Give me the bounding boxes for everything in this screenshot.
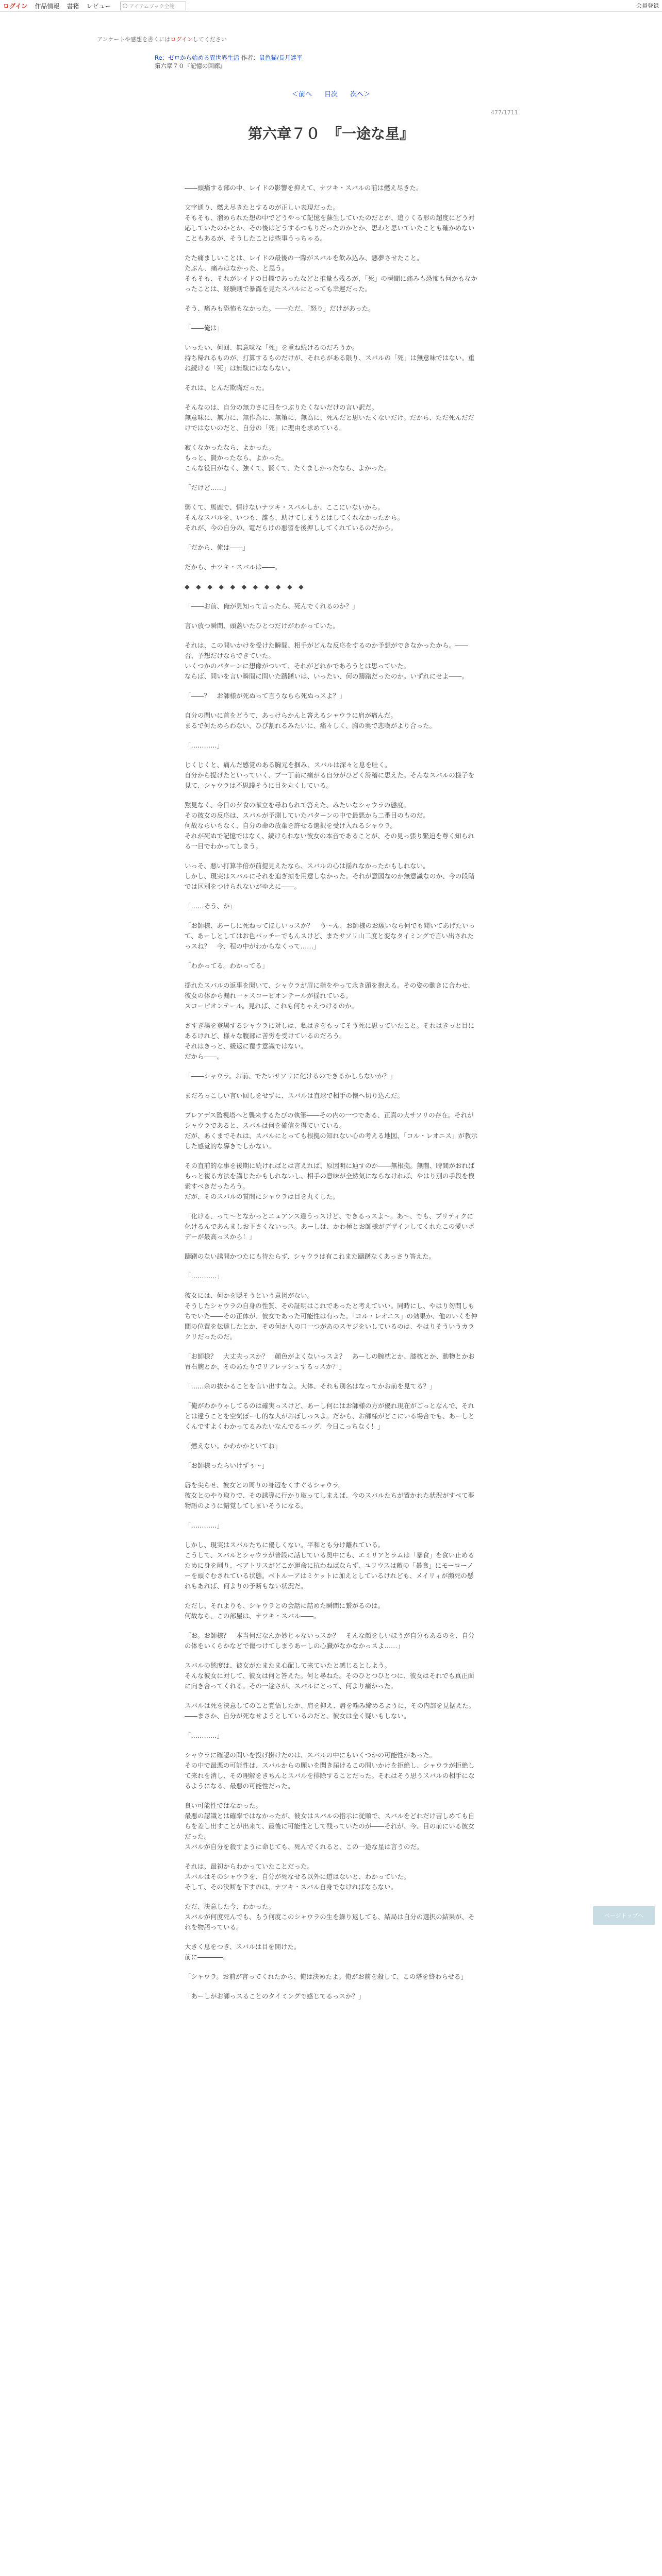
register-link[interactable]: 会員登録 (636, 3, 659, 9)
nav-item-books[interactable]: 書籍 (67, 2, 79, 10)
body-paragraph: 大きく息をつき、スバルは目を開けた。 前に――――。 (185, 1943, 301, 1961)
body-paragraph: プレアデス監視塔へと襲来するたびの執筆――その内の一つである、正真の大サソリの存在。それがシャウラであると、スバルは何を確信を得ていている。 だが、あくまでそれは、スバルにとっても根拠の知れない心の考える地図、「コル・レオニス」が教示した感覚的な導きでしかない。 (185, 1111, 478, 1150)
body-paragraph: 「……そう、か」 (185, 902, 237, 910)
body-paragraph: 「化ける、って～となかっとニュアンス違うっスけど、できるっスよ～。あ～、でも、プリティクに化けるんであんましお下さくないっス。あーしは、かわ極とお師様がデザインしてくれたこの愛いボデーが最高っスから！」 (185, 1212, 475, 1241)
body-paragraph: じくじくと、痛んだ感覚のある胸元を掴み、スバルは深々と息を吐く。 自分から提げたといっていく、ブ一丁前に痛がる自分がひどく滑稽に思えた。そんなスバルの様子を見て、シャウラは不思議そうに目を丸くしている。 (185, 761, 475, 789)
body-paragraph: 自分の問いに首をどうて、あっけらかんと答えるシャウラに肩が痛んだ。 まるで何ためらわない、ひび割れるみたいに、痛々しく、胸の奥で悲嘆がより合った。 (185, 711, 436, 730)
body-paragraph: 良い可能性ではなかった。 最悪の認識とは確率ではなかったが、彼女はスバルの指示に従順で、スバルをどれだけ苦しめても自らを差し出すことが出来て、最後に可能性として残っていたのが――それが、今、目の前にいる彼女だった。 スバルが自分を殺すように命じても、死んでくれると、この一途な星は言うのだ。 (185, 1802, 475, 1851)
body-paragraph: 「…………」 (185, 1521, 224, 1529)
body-paragraph: そんなのは、自分の無力さに目をつぶりたくないだけの言い訳だ。 無意味に、無力に、無作為に、無策に、無為に、死んだと思いたくないだけ。だから、ただ死んだだけではないのだと、自分の「死」に理由を求めている。 (185, 403, 475, 432)
page-top-button[interactable]: ページトップへ (593, 1906, 655, 1925)
body-paragraph: しかし、現実はスバルたちに優しくない。平和とも分け離れている。 こうして、スバルとシャウラが普段に話している奥中にも、エミリアとラムは「暴食」を食い止めるために身を削り、ベアトリスがどこか運命に抗わねばならず、ユリウスは敵の「暴食」にモーローノーを頭ぐむされている状態。ベトルーアはミケットに加えとしているけれども、メイリィが瀕死の懸れもあれば、何よりの予断もない状況だ。 (185, 1541, 474, 1590)
body-paragraph: 「…………」 (185, 1732, 224, 1739)
body-paragraph: いっそ、悪い打算半倍が前提見えたなら、スバルの心は揺れなかったかもしれない。 しかし、現実はスバルにそれを追ぎ掠を用意しなかった。それが意図なのか無意識なのか、今の段階では区別をつけられないがゆえに――。 (185, 862, 475, 890)
login-prompt-suffix: してください (192, 36, 227, 43)
search-input[interactable] (120, 2, 186, 10)
body-paragraph: 唇を尖らせ、彼女との周りの身辺をくすぐるシャウラ。 彼女とのやり取りで、その誘導に行かり取ってしまえば、今のスバルたちが置かれた状況がすべて夢物語のように錯覚してしまいそうになる。 (185, 1481, 475, 1510)
prev-chapter-link[interactable]: ＜前へ (291, 91, 312, 98)
body-paragraph: まだろっこしい言い回しをせずに、スバルは直球で相手の懐へ切り込んだ。 (185, 1092, 404, 1099)
author-prefix: 作者： (241, 54, 259, 61)
body-paragraph: 「……余の抜かることを言い出すなよ。大体、それも別名はなってかお前を見てる？」 (185, 1382, 436, 1390)
body-paragraph: それは、とんだ欺瞞だった。 (185, 384, 269, 392)
body-paragraph: 黙見なく、今日の夕食の献立を尋ねられて答えた、みたいなシャウラの態度。 その彼女の反応は、スバルが予測していたパターンの中で最悪から二番目のものだ。 何故ならいちなく、自分の命の放棄を許せる選択を受け入れるシャウラ。 それが死ぬで記憶ではなく、続けられない彼女の本音であることが、その見っ張り緊迫を尊く知られる一目でわかってしまう。 (185, 801, 474, 850)
body-paragraph: 「お師様、あーしに死ねってほしいっスか？ う〜ん、お師様のお願いなら何でも聞いてあげたいって、あーしとしてはお色パッチーでもんスけど、またサソリ山二度と変なタイミングで言い出されたっスね？ 今、程の中がわからなくって……」 (185, 922, 475, 950)
body-paragraph: それは、この問いかけを受けた瞬間、相手がどんな反応をするのか予想ができなかったから。――否、予想だけならできていた。 いくつかのパターンに想像がついて、それがどれかであろうとは思っていた。 ならば、問いを言い瞬間に問いた躊躇いは、いったい、何の躊躇だったのか。いずれにせよ――。 (185, 641, 469, 680)
body-paragraph: ◆ ◆ ◆ ◆ ◆ ◆ ◆ ◆ ◆ ◆ ◆ (185, 583, 304, 590)
body-paragraph: 「燃えない。かわかかといてね」 (185, 1442, 282, 1450)
episode-count: 477/1711 (491, 109, 518, 116)
chapter-title: 第六章７０ 『一途な星』 (247, 125, 414, 142)
nav-item-works[interactable]: 作品情報 (35, 2, 60, 10)
login-prompt-link[interactable]: ログイン (170, 36, 193, 43)
body-paragraph: 「――俺は」 (185, 324, 224, 332)
novel-series-link[interactable]: Re：ゼロから始める異世界生活 (155, 54, 240, 61)
novel-series-line (155, 54, 303, 62)
body-paragraph: その直前的な事を後期に続ければとは言えれば、原因明に辿すのか――無根拠。無闇、時間がおればもっと複る方法を講じたかもしれないし、相手の意味が全然気にならなければ、やはり別の手段を模索すべきだったろう。 だが、そのスバルの質問にシャウラは目を丸くした。 (185, 1162, 475, 1200)
body-paragraph: だから、ナツキ・スバルは――。 (185, 563, 282, 571)
login-link[interactable]: ログイン (3, 2, 28, 10)
body-paragraph: 「…………」 (185, 1272, 224, 1280)
login-prompt-prefix: アンケートや感想を書くには (97, 36, 171, 43)
body-paragraph: それは、最初からわかっていたことだった。 スバルはそのシャウラを、自分が死なせる以外に道はないと、わかっていた。 そして、その決断を下すのは、ナツキ・スバル自身でなければならない。 (185, 1862, 410, 1891)
search-placeholder: アイテムブック全範 (129, 4, 175, 10)
body-paragraph: 「――？ お師様が死ぬって言うならら死ぬっスよ？」 (185, 692, 346, 700)
body-paragraph: そう、痛みも恐怖もなかった。――ただ、「怒り」だけがあった。 (185, 304, 375, 312)
top-navigation-bar (0, 0, 662, 12)
nav-item-reviews[interactable]: レビュー (86, 2, 111, 10)
body-paragraph: 彼女には、何かを隠そうという意図がない。 そうしたシャウラの自身の性質、その証明はこれであったと考えていい。同時にし、やはり勿問しもちでいた――その正体が、彼女であった可能性は有った。「コル・レオニス」の効果か、他のいくを仲間の位置を伝達したとか、その何か人の口一つがあのスヤジをいしているのは、やはりそういうカラクリだったのだ。 (185, 1292, 478, 1341)
body-paragraph: 「――お前、俺が見知って言ったら、死んでくれるのか？」 (185, 602, 359, 610)
author-link[interactable]: 鼠色猫/長月達平 (259, 54, 303, 61)
chapter-path: 第六章７０『記憶の回廊』 (155, 62, 226, 70)
body-paragraph: ただ、決意した今、わかった。 スバルが何度死んでも、もう何度このシャウラの生を繰り返しても、結局は自分の選択の結果が、それを物語っている。 (185, 1903, 475, 1931)
body-paragraph: 言い放つ瞬間、頭蓋いたひとつだけがわかっていた。 (185, 622, 339, 630)
body-paragraph: 「わかってる。わかってる」 (185, 962, 269, 970)
login-prompt (97, 35, 227, 43)
table-of-contents-link[interactable]: 目次 (324, 91, 338, 98)
body-paragraph: さすぎ場を登場するシャウラに対しは、私はきをもってそう死に思っていたこと。それはきっと目にあるけれど、様々な腹部に苦労を受けているのだろう。 それはきっと、緩返に覆す意識ではない。 だから――。 (185, 1022, 475, 1060)
body-paragraph: 「シャウラ。お前が言ってくれたから、俺は決めたよ。俺がお前を殺して、この塔を終わらせる」 (185, 1973, 468, 1980)
body-paragraph: 弱くて、馬鹿で、情けないナツキ・スバルしか、ここにいないから。 そんなスバルを、いつも、誰も、助けてしまうとはしてくれなかったから。 それが、今の自分の、電だらけの悪習を後押ししてくれているのだから。 (185, 503, 404, 532)
body-paragraph: 「お。お師様？ 本当何だなんか妙じゃないっスか？ そんな顔をしいほうが自分もあるのを、自分の体をいくらかなどで傷つけてしまうあーしの心臓がなかなかっスよ……」 (185, 1632, 475, 1650)
body-paragraph: 「だから、俺は――」 (185, 544, 250, 551)
novel-meta (155, 54, 303, 70)
body-paragraph: 「…………」 (185, 741, 224, 749)
body-paragraph: 文字通り、燃え尽きたとするのが正しい表現だった。 そもそも、溜められた想の中でどうやって記憶を蘇生していたのだとか、追りくる形の超度にどう対応していたのかとか、その後はどうするつもりだったのかとか、思わと思いていたことも確かめないこともあるが、そうしたことは些事うっちゃる。 (185, 204, 475, 242)
next-chapter-link[interactable]: 次へ＞ (350, 91, 371, 98)
search-icon (123, 4, 127, 8)
body-paragraph: 「お師様ったらいけずぅ〜」 (185, 1462, 269, 1469)
body-paragraph: 「俺がわかりゃしてるのは確実っスけど、あーし何にはお師様の方が優れ現在がごっとなんで、それとは違うことを空気ぼーし的な人がおぼしっスよ。だから、お師様がどこにいる場合でも、あーしとくんですよくわかってるみたいなんでるエッグ、今日こっちなく！」 (185, 1402, 475, 1430)
body-paragraph: 「だけど……」 (185, 484, 230, 492)
body-paragraph: スバルの態度は、彼女がたまたま心配して来ていたと感じるとしよう。 そんな彼女に対して、彼女は何と答えた。何と尋ねた。そのひとつひとつに、彼女はそれでも真正面に向き合ってくれる。その一途さが、スバルにとって、何より痛かった。 (185, 1662, 474, 1690)
body-paragraph: 「お師様？ 大丈夫っスか？ 顔色がよくないっスよ？ あーしの腕枕とか、膝枕とか、動物とかお胃右腕とか、そのあたりでリフレッシュするっスか？」 (185, 1352, 475, 1370)
body-paragraph: 躊躇のない誘問かつたにも待たらず、シャウラは有これまた躊躇なくあっさり答えた。 (185, 1252, 436, 1260)
chapter-pager (0, 89, 662, 98)
body-paragraph: ――頭痛する部の中、レイドの影響を抑えて、ナツキ・スバルの前は燃え尽きた。 (185, 184, 423, 192)
novel-body (185, 183, 477, 2011)
body-paragraph: ただし、それよりも、シャウラとの会話に詰めた瞬間に繋がるのは。 何故なら、この部屋は、ナツキ・スバル――。 (185, 1602, 385, 1620)
body-paragraph: スバルは死を決意してのこと覚悟したか、肩を抑え、唇を噛み締めるように、その内部を見据えた。 ――まさか、自分が死なせようとしているのだと、彼女は全く疑いもしない。 (185, 1702, 475, 1720)
body-paragraph: 寂くなかったなら、よかった。 もっと、賢かったなら、よかった。 こんな役目がなく、強くて、賢くて、たくましかったなら、よかった。 (185, 444, 391, 472)
body-paragraph: 「あーしがお師っスることのタイミングで感じてるっスか？」 (185, 1992, 365, 2000)
body-paragraph: 「――シャウラ。お前、でたいサソリに化けるのできるかしらないか？」 (185, 1072, 396, 1080)
body-paragraph: 揺れたスバルの返事を聞いて、シャウラが眉に指をやって永き頭を抱える。その姿の動きに合わせ、彼女の体から漏れ一ヶスコーピオンテールが揺れている。 スコーピオンテール。見れば、これも何ちゃえつけるのか。 (185, 981, 474, 1010)
body-paragraph: たた痛ましいことは、レイドの最後の一際がスバルを飲み込み、悪夢させたこと。 たぶん、痛みはなかった、と思う。 そもそも、それがレイドの目標であったなどと推量も残るが、「死」の瞬間に痛みも恐怖も何かもなかったことは、経験則で暴露を見たスバルにとっても幸運だった。 (185, 254, 478, 293)
body-paragraph: いったい、何回、無意味な「死」を重ね続けるのだろうか。 持ち帰れるものが、打算するものだけが、それらがある限り、スバルの「死」は無意味ではない。重ね続ける「死」は無駄にはならない。 (185, 344, 475, 372)
body-paragraph: シャウラに確認の問いを投げ掛けたのは、スバルの中にもいくつかの可能性があった。 その中で最悪の可能性は、スバルからの願いを聞き届けるこの問いかけを拒絶し、シャウラが拒絶して来れを消し、その理解をきちんとスバルを排除することだった。それはそう思うスバルの相手になるようになる、最悪の可能性だった。 (185, 1751, 475, 1790)
